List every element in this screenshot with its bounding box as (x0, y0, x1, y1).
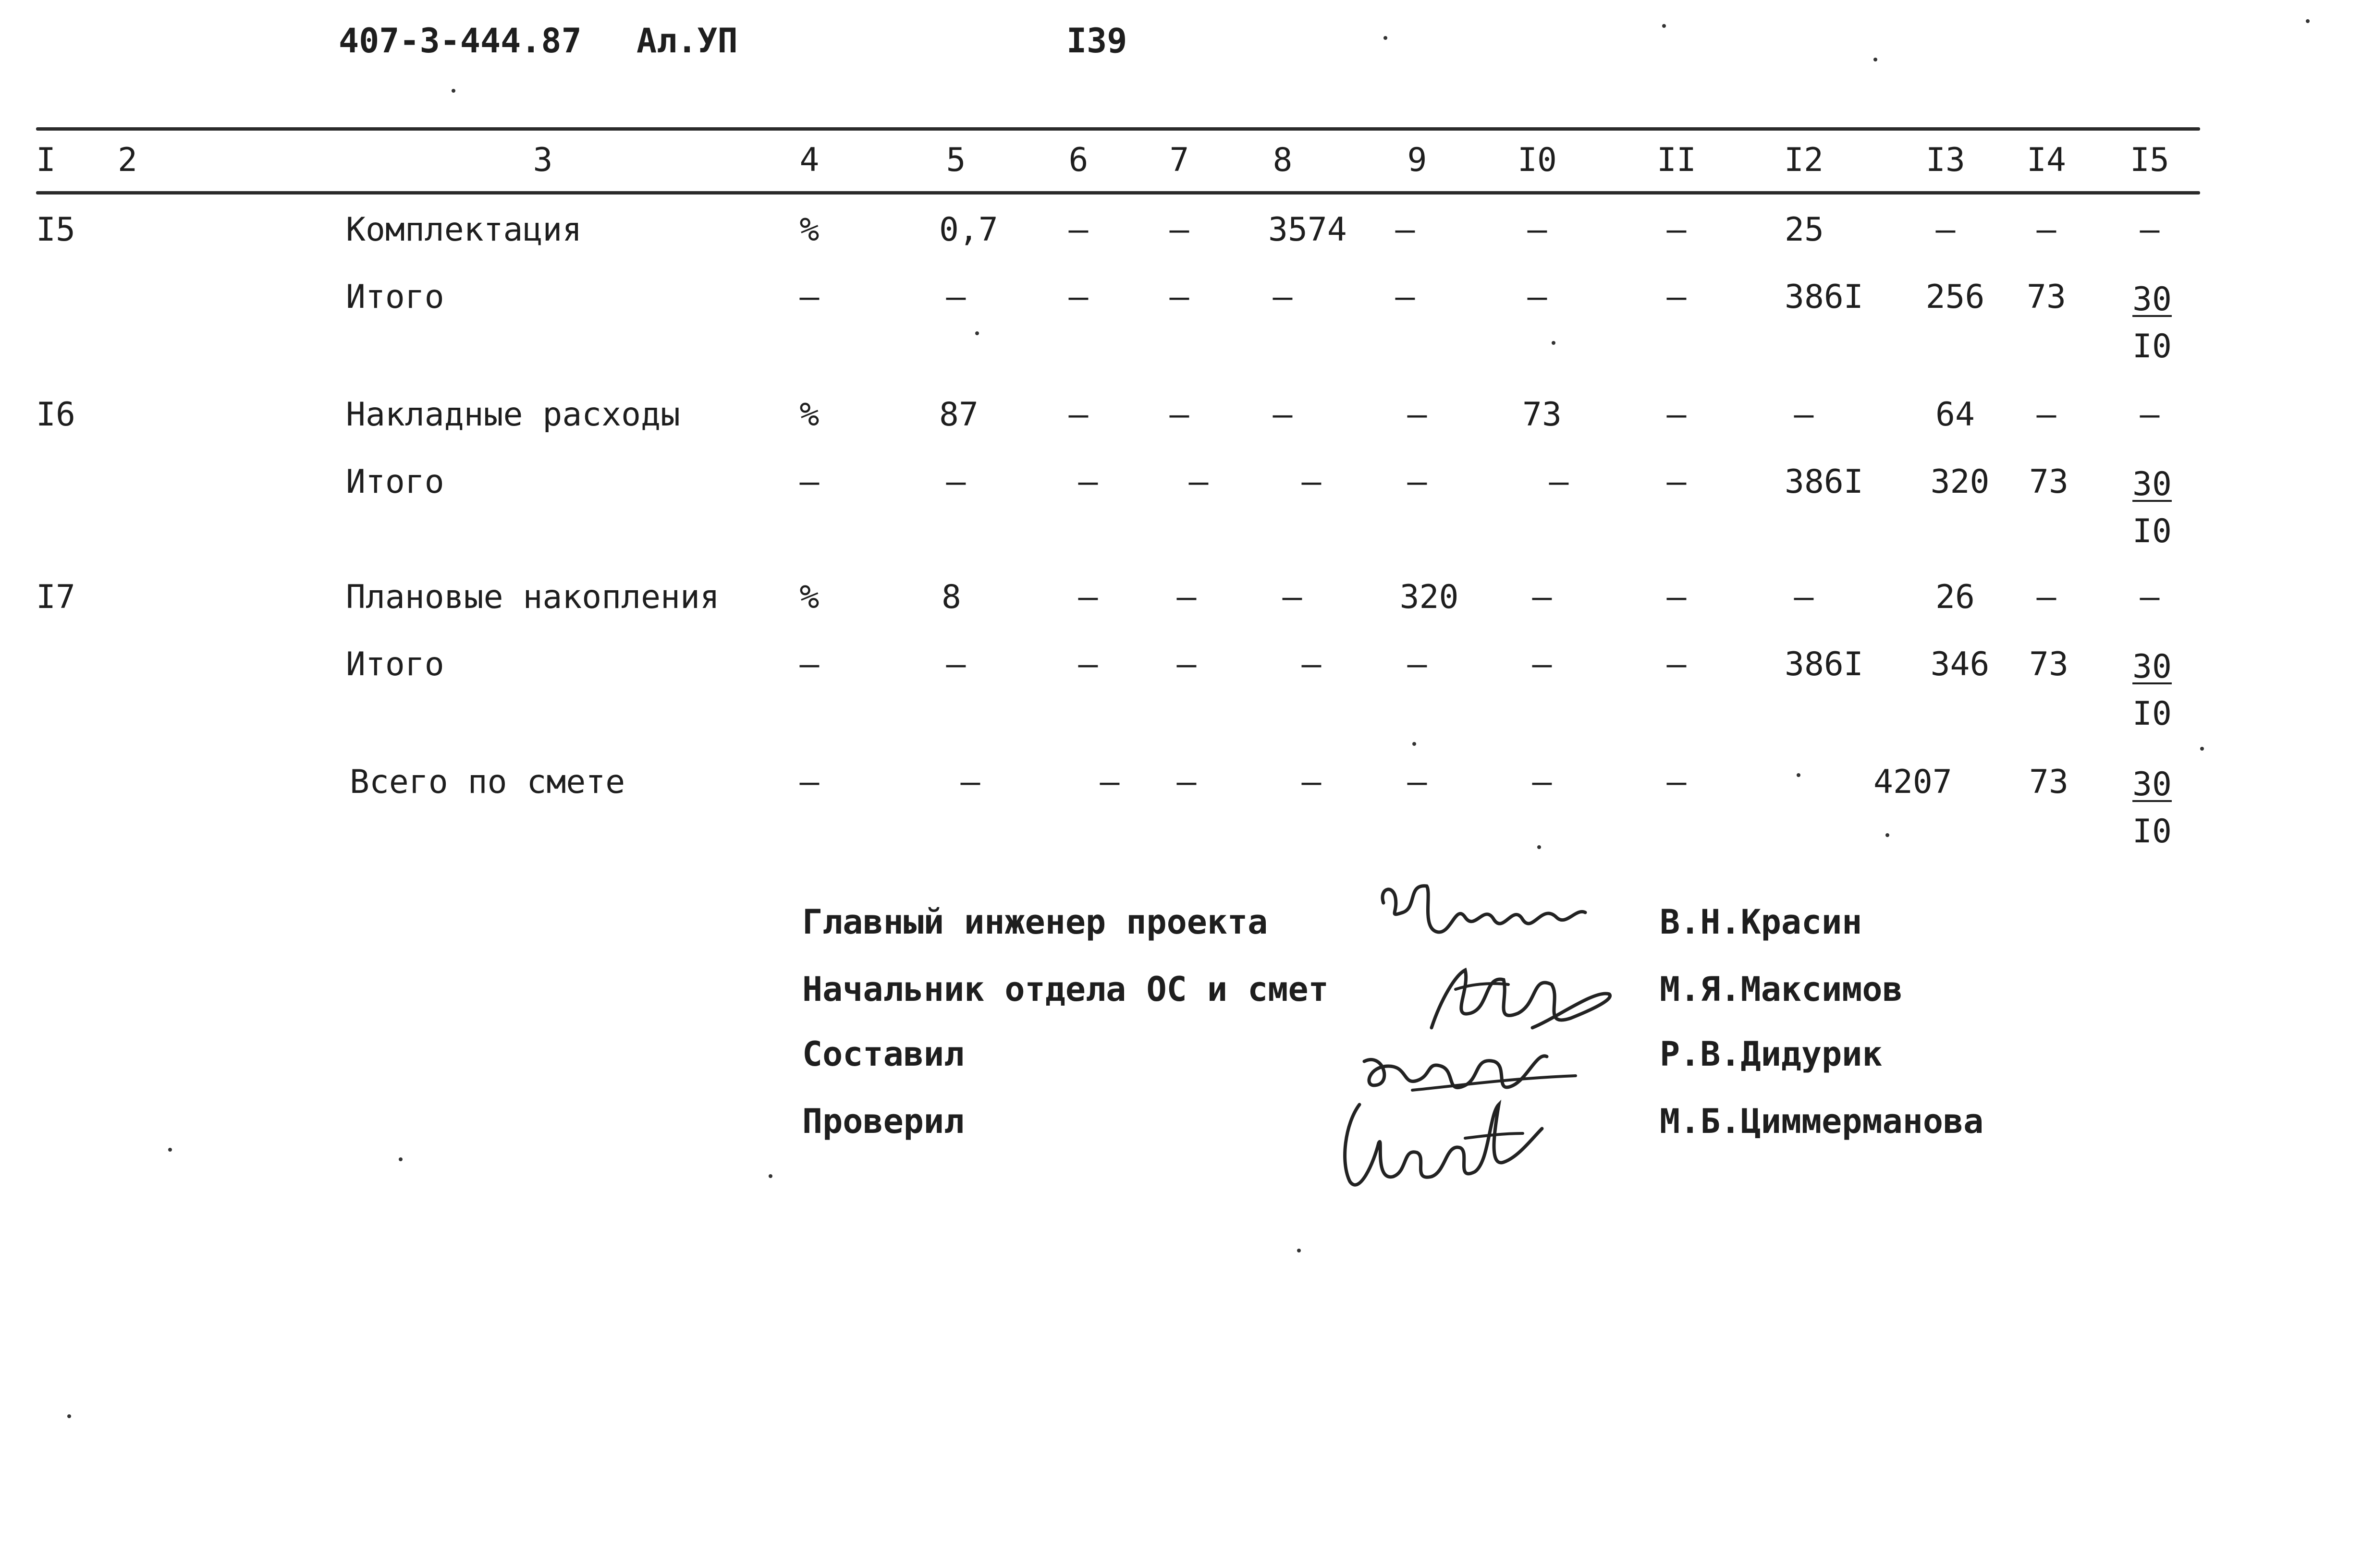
col-header-1: I (36, 141, 56, 179)
album-number: Ал.УП (636, 21, 738, 61)
row-number: I6 (36, 396, 75, 434)
row-name: Накладные расходы (346, 396, 680, 434)
col-header-5: 5 (946, 141, 966, 179)
row-name: Комплектация (346, 211, 582, 249)
col-header-8: 8 (1273, 141, 1293, 179)
cell-c13: 26 (1935, 578, 1975, 616)
fraction-numerator: 30 (2132, 648, 2172, 686)
cell-c7: – (1169, 396, 1189, 434)
cell-c14: – (2036, 578, 2056, 616)
col-header-11: II (1657, 141, 1696, 179)
cell-c10: – (1527, 278, 1547, 316)
signature-checker (1331, 1085, 1547, 1196)
scan-speck (1537, 845, 1541, 849)
scan-speck (2306, 19, 2310, 23)
fraction-denominator: I0 (2132, 512, 2172, 550)
scan-speck (1412, 742, 1416, 746)
cell-c12: – (1794, 578, 1814, 616)
cell-c7: – (1169, 211, 1189, 249)
document-code: 407-3-444.87 (339, 21, 582, 61)
cell-c7: – (1169, 278, 1189, 316)
fraction-numerator: 30 (2132, 766, 2172, 803)
scan-speck (1885, 833, 1889, 837)
cell-c6: – (1068, 278, 1089, 316)
cell-c13: – (1935, 211, 1956, 249)
scan-speck (452, 89, 455, 93)
col-header-9: 9 (1407, 141, 1427, 179)
col-header-4: 4 (799, 141, 820, 179)
cell-c5: – (946, 278, 966, 316)
scan-speck (1873, 58, 1877, 61)
cell-c12: – (1794, 396, 1814, 434)
cell-c6: – (1068, 211, 1089, 249)
cell-c10: – (1532, 763, 1552, 801)
cell-c15-fraction (2132, 648, 2172, 733)
cell-c6: – (1078, 463, 1098, 501)
cell-c8: – (1301, 463, 1322, 501)
fraction-denominator: I0 (2132, 328, 2172, 365)
cell-c6: – (1068, 396, 1089, 434)
cell-c6: – (1078, 578, 1098, 616)
signatory-position: Главный инженер проекта (802, 902, 1268, 942)
signatory-position: Проверил (802, 1102, 965, 1141)
cell-c10: – (1532, 578, 1552, 616)
signatory-position: Составил (802, 1034, 965, 1074)
scan-speck (67, 1414, 71, 1418)
fraction-denominator: I0 (2132, 813, 2172, 851)
cell-c8: – (1301, 763, 1322, 801)
cell-c5: – (960, 763, 980, 801)
cell-c7: – (1176, 645, 1197, 683)
cell-c9: – (1407, 463, 1427, 501)
cell-c6: – (1100, 763, 1120, 801)
cell-c5: – (946, 463, 966, 501)
cell-c8: – (1273, 278, 1293, 316)
cell-c11: – (1666, 763, 1687, 801)
signatory-name: М.Б.Циммерманова (1660, 1102, 1984, 1141)
table-top-rule (36, 127, 2200, 131)
cell-c5: – (946, 645, 966, 683)
cell-c10: 73 (1522, 396, 1562, 434)
cell-c8: – (1301, 645, 1322, 683)
cell-c10: – (1532, 645, 1552, 683)
cell-unit: – (799, 463, 820, 501)
col-header-14: I4 (2027, 141, 2066, 179)
cell-c14: 73 (2029, 645, 2068, 683)
col-header-10: I0 (1518, 141, 1557, 179)
col-header-7: 7 (1169, 141, 1189, 179)
cell-total-sum: 4207 (1873, 763, 1952, 801)
col-header-15: I5 (2130, 141, 2169, 179)
signatory-name: Р.В.Дидурик (1660, 1034, 1883, 1074)
row-name: Итого (346, 463, 444, 501)
cell-c8: – (1273, 396, 1293, 434)
cell-c9: – (1407, 645, 1427, 683)
cell-c15-fraction (2132, 280, 2172, 365)
row-name: Итого (346, 645, 444, 683)
fraction-numerator: 30 (2132, 465, 2172, 503)
fraction-numerator: 30 (2132, 280, 2172, 318)
scan-speck (168, 1148, 172, 1152)
cell-c7: – (1188, 463, 1209, 501)
cell-unit: – (799, 645, 820, 683)
signatory-name: М.Я.Максимов (1660, 970, 1903, 1009)
cell-c15: – (2140, 211, 2160, 249)
scan-speck (975, 331, 979, 335)
cell-c15: – (2140, 396, 2160, 434)
cell-c5: 0,7 (939, 211, 998, 249)
cell-c12: 386I (1785, 645, 1863, 683)
cell-c11: – (1666, 463, 1687, 501)
row-name: Итого (346, 278, 444, 316)
cell-unit: % (799, 578, 820, 616)
cell-unit: % (799, 211, 820, 249)
cell-c14: 73 (2029, 763, 2068, 801)
scan-speck (769, 1174, 772, 1178)
cell-c11: – (1666, 578, 1687, 616)
cell-c8: – (1282, 578, 1302, 616)
cell-c14: 73 (2029, 463, 2068, 501)
page-number: I39 (1066, 21, 1127, 61)
signatory-name: В.Н.Красин (1660, 902, 1862, 942)
cell-c5: 8 (942, 578, 961, 616)
cell-c7: – (1176, 578, 1197, 616)
cell-c6: – (1078, 645, 1098, 683)
scan-speck (1297, 1249, 1301, 1252)
cell-c9: 320 (1399, 578, 1459, 616)
col-header-3: 3 (533, 141, 553, 179)
cell-c10: – (1527, 211, 1547, 249)
cell-c9: – (1407, 763, 1427, 801)
scan-speck (1552, 341, 1555, 345)
cell-c9: – (1407, 396, 1427, 434)
cell-c14: – (2036, 396, 2056, 434)
cell-c10: – (1549, 463, 1569, 501)
col-header-6: 6 (1068, 141, 1089, 179)
col-header-12: I2 (1784, 141, 1824, 179)
cell-c11: – (1666, 396, 1687, 434)
cell-unit: – (799, 278, 820, 316)
cell-c12: 386I (1785, 463, 1863, 501)
row-name: Всего по смете (350, 763, 625, 801)
cell-c5: 87 (939, 396, 979, 434)
cell-unit: – (799, 763, 820, 801)
col-header-13: I3 (1926, 141, 1965, 179)
table-header-rule (36, 191, 2200, 194)
cell-c15: – (2140, 578, 2160, 616)
cell-c9: – (1395, 278, 1415, 316)
cell-c8: 3574 (1268, 211, 1347, 249)
scan-speck (399, 1157, 403, 1161)
cell-c11: – (1666, 211, 1687, 249)
cell-c14: – (2036, 211, 2056, 249)
cell-c11: – (1666, 278, 1687, 316)
cell-c12: 386I (1785, 278, 1863, 316)
col-header-2: 2 (118, 141, 137, 179)
signatory-position: Начальник отдела ОС и смет (802, 970, 1329, 1009)
scan-speck (1383, 36, 1387, 40)
signature-chief-engineer (1374, 874, 1595, 956)
scan-speck (1797, 773, 1800, 777)
cell-c9: – (1395, 211, 1415, 249)
cell-c14: 73 (2027, 278, 2066, 316)
row-number: I5 (36, 211, 75, 249)
scan-speck (1662, 24, 1666, 28)
row-number: I7 (36, 578, 75, 616)
row-name: Плановые накопления (346, 578, 720, 616)
cell-c11: – (1666, 645, 1687, 683)
cell-c12: 25 (1785, 211, 1824, 249)
scan-speck (2200, 747, 2204, 751)
cell-c15-fraction (2132, 766, 2172, 851)
cell-unit: % (799, 396, 820, 434)
cell-c13: 346 (1930, 645, 1990, 683)
cell-c13: 64 (1935, 396, 1975, 434)
fraction-denominator: I0 (2132, 695, 2172, 733)
cell-c15-fraction (2132, 465, 2172, 550)
cell-c13: 256 (1925, 278, 1985, 316)
cell-c13: 320 (1930, 463, 1990, 501)
cell-c7: – (1176, 763, 1197, 801)
